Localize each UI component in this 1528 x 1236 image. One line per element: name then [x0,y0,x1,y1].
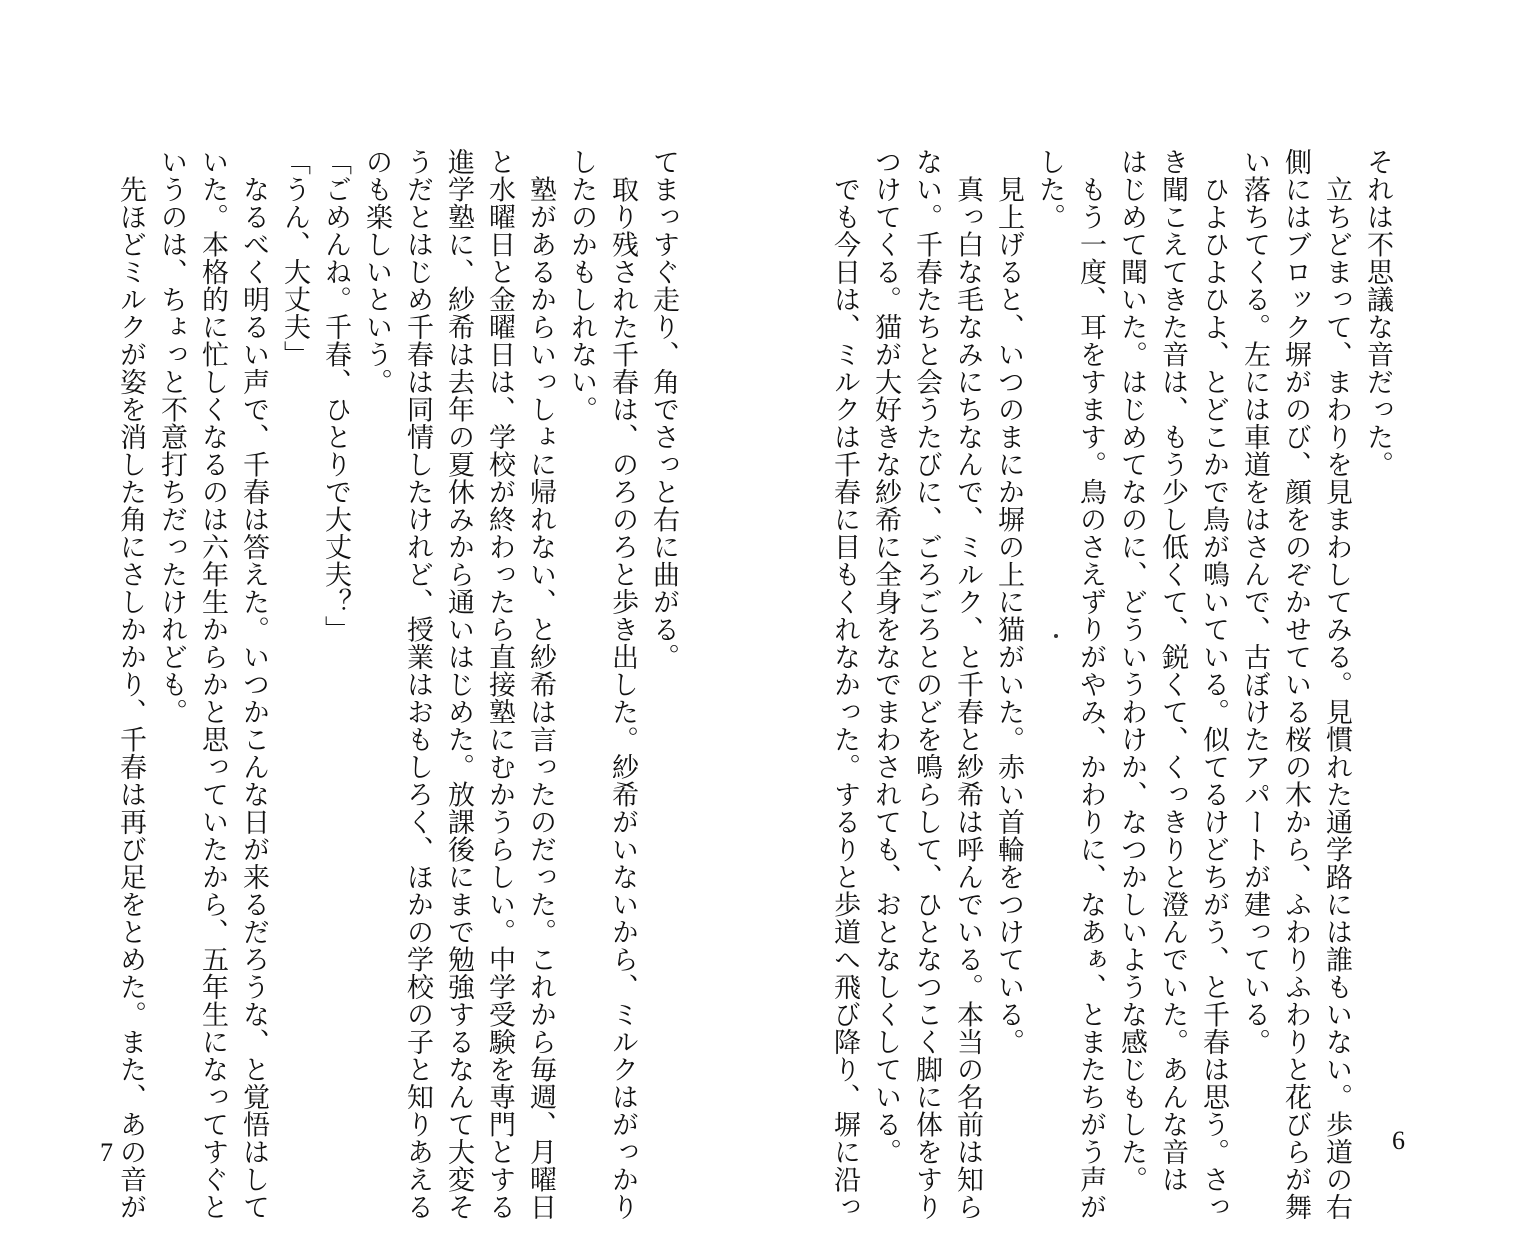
text-line: 塾があるからいっしょに帰れない、と紗希は言ったのだった。これから毎週、月曜日 [525,148,556,1221]
text-line: でも今日は、ミルクは千春に目もくれなかった。するりと歩道へ飛び降り、塀に沿っ [829,148,860,1221]
text-line: うだとはじめ千春は同情したけれど、授業はおもしろく、ほかの学校の子と知りあえる [402,148,433,1221]
text-line: いうのは、ちょっと不意打ちだったけれども。 [156,148,187,726]
text-line: したのかもしれない。 [566,148,597,423]
text-line: はじめて聞いた。はじめてなのに、どういうわけか、なつかしいような感じもした。 [1116,148,1147,1193]
text-line: つけてくる。猫が大好きな紗希に全身をなでまわされても、おとなしくしている。 [870,148,901,1166]
text-line: 取り残された千春は、のろのろと歩き出した。紗希がいないから、ミルクはがっかり [607,148,638,1221]
text-line: した。 [1034,148,1065,231]
text-line: 進学塾に、紗希は去年の夏休みから通いはじめた。放課後にまで勉強するなんて大変そ [443,148,474,1221]
page-number: 6 [1392,1126,1405,1155]
text-line: ひよひよひよ、とどこかで鳥が鳴いている。似てるけどちがう、と千春は思う。さっ [1198,148,1229,1221]
body-text-page-7 [84,148,684,1221]
text-line: 見上げると、いつのまにか塀の上に猫がいた。赤い首輪をつけている。 [993,148,1024,1056]
text-line: 「ごめんね。千春、ひとりで大丈夫？」 [320,148,351,643]
text-line: 立ちどまって、まわりを見まわしてみる。見慣れた通学路には誰もいない。歩道の右 [1321,148,1352,1221]
text-line: 先ほどミルクが姿を消した角にさしかかり、千春は再び足をとめた。また、あの音が [115,148,146,1221]
text-line: もう一度、耳をすます。鳥のさえずりがやみ、かわりに、なあぁ、とまたちがう声が [1075,148,1106,1221]
page-6 [764,0,1528,1236]
text-line: なるべく明るい声で、千春は答えた。いつかこんな日が来るだろうな、と覚悟はして [238,148,269,1221]
page-number: 7 [100,1138,113,1167]
body-text-page-6 [768,148,1398,1221]
text-line: てまっすぐ走り、角でさっと右に曲がる。 [648,148,679,671]
text-line: のも楽しいという。 [361,148,392,396]
text-line: ない。千春たちと会うたびに、ごろごろとのどを鳴らして、ひとなつこく脚に体をすり [911,148,942,1221]
text-line: 真っ白な毛なみにちなんで、ミルク、と千春と紗希は呼んでいる。本当の名前は知ら [952,148,983,1221]
text-line: き聞こえてきた音は、もう少し低くて、鋭くて、くっきりと澄んでいた。あんな音は [1157,148,1188,1193]
text-line: いた。本格的に忙しくなるのは六年生からかと思っていたから、五年生になってすぐと [197,148,228,1221]
text-line: 側にはブロック塀がのび、顔をのぞかせている桜の木から、ふわりふわりと花びらが舞 [1280,148,1311,1221]
text-line: 「うん、大丈夫」 [279,148,310,368]
text-line: と水曜日と金曜日は、学校が終わったら直接塾にむかうらしい。中学受験を専門とする [484,148,515,1221]
text-line: い落ちてくる。左には車道をはさんで、古ぼけたアパートが建っている。 [1239,148,1270,1056]
text-line: それは不思議な音だった。 [1362,148,1393,478]
print-speck [1054,634,1058,638]
